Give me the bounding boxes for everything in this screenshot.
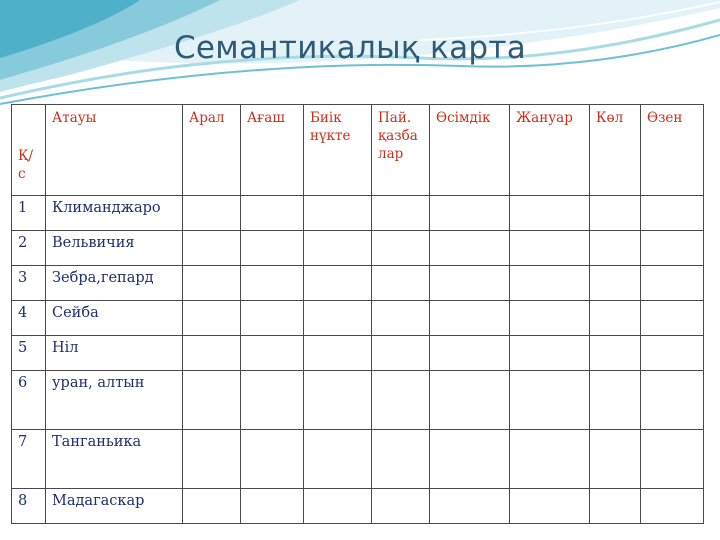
table-cell — [241, 301, 304, 336]
column-header: Өсімдік — [430, 105, 510, 196]
table-cell — [641, 430, 704, 489]
table-cell — [372, 371, 430, 430]
table-cell — [183, 489, 241, 524]
table-cell — [510, 336, 590, 371]
table-cell — [430, 231, 510, 266]
table-cell — [510, 231, 590, 266]
table-cell — [430, 301, 510, 336]
table-cell — [183, 430, 241, 489]
table-cell — [183, 301, 241, 336]
row-number: 8 — [12, 489, 46, 524]
table-cell — [510, 196, 590, 231]
table-row — [12, 489, 704, 524]
row-number: 1 — [12, 196, 46, 231]
column-header: Атауы — [46, 105, 183, 196]
table-row — [12, 231, 704, 266]
table-cell — [430, 266, 510, 301]
row-name: Танганьика — [46, 430, 183, 489]
table-cell — [183, 196, 241, 231]
slide-title: Семантикалық карта — [173, 30, 526, 66]
table-cell — [183, 336, 241, 371]
table-cell — [510, 266, 590, 301]
table-cell — [372, 231, 430, 266]
table-cell — [590, 489, 641, 524]
table-cell — [372, 430, 430, 489]
table-cell — [641, 231, 704, 266]
table-cell — [430, 371, 510, 430]
table-cell — [430, 336, 510, 371]
row-name: Вельвичия — [46, 231, 183, 266]
table-cell — [590, 371, 641, 430]
table-cell — [183, 371, 241, 430]
table-cell — [641, 266, 704, 301]
row-name: Зебра,гепард — [46, 266, 183, 301]
table-cell — [590, 301, 641, 336]
column-header: Биік нүкте — [304, 105, 372, 196]
column-header: Арал — [183, 105, 241, 196]
table-cell — [372, 301, 430, 336]
table-cell — [590, 231, 641, 266]
table-cell — [304, 196, 372, 231]
table-row — [12, 336, 704, 371]
table-cell — [304, 430, 372, 489]
row-name: Мадагаскар — [46, 489, 183, 524]
table-cell — [590, 266, 641, 301]
table-cell — [241, 430, 304, 489]
column-header: Қ/с — [12, 105, 46, 196]
table-cell — [510, 430, 590, 489]
row-name: Ніл — [46, 336, 183, 371]
table-cell — [241, 489, 304, 524]
table-cell — [430, 489, 510, 524]
semantic-map-table — [11, 104, 704, 524]
table-cell — [372, 336, 430, 371]
row-name: уран, алтын — [46, 371, 183, 430]
table-cell — [510, 371, 590, 430]
column-header: Жануар — [510, 105, 590, 196]
table-row — [12, 301, 704, 336]
row-name: Сейба — [46, 301, 183, 336]
table-cell — [241, 336, 304, 371]
table-cell — [590, 336, 641, 371]
table-cell — [241, 196, 304, 231]
table-cell — [430, 196, 510, 231]
table-cell — [510, 489, 590, 524]
row-number: 2 — [12, 231, 46, 266]
table-cell — [241, 231, 304, 266]
table-row — [12, 430, 704, 489]
table-cell — [304, 489, 372, 524]
column-header: Пай. қазба лар — [372, 105, 430, 196]
table-cell — [590, 430, 641, 489]
table-cell — [590, 196, 641, 231]
table-cell — [304, 371, 372, 430]
row-number: 4 — [12, 301, 46, 336]
table-cell — [641, 371, 704, 430]
column-header: Өзен — [641, 105, 704, 196]
column-header: Көл — [590, 105, 641, 196]
table-header-row — [12, 105, 704, 196]
row-number: 5 — [12, 336, 46, 371]
table-cell — [372, 266, 430, 301]
row-number: 6 — [12, 371, 46, 430]
table-row — [12, 266, 704, 301]
table-cell — [183, 231, 241, 266]
row-number: 3 — [12, 266, 46, 301]
table-cell — [641, 301, 704, 336]
table-cell — [641, 336, 704, 371]
table-cell — [641, 196, 704, 231]
table-cell — [510, 301, 590, 336]
table-cell — [304, 231, 372, 266]
table-cell — [430, 430, 510, 489]
table-cell — [304, 301, 372, 336]
table-cell — [183, 266, 241, 301]
table-cell — [241, 371, 304, 430]
table-cell — [641, 489, 704, 524]
table-cell — [304, 336, 372, 371]
row-number: 7 — [12, 430, 46, 489]
table-row — [12, 371, 704, 430]
table-cell — [372, 489, 430, 524]
table-cell — [372, 196, 430, 231]
table-cell — [304, 266, 372, 301]
column-header: Ағаш — [241, 105, 304, 196]
table-row — [12, 196, 704, 231]
row-name: Климанджаро — [46, 196, 183, 231]
table-cell — [241, 266, 304, 301]
